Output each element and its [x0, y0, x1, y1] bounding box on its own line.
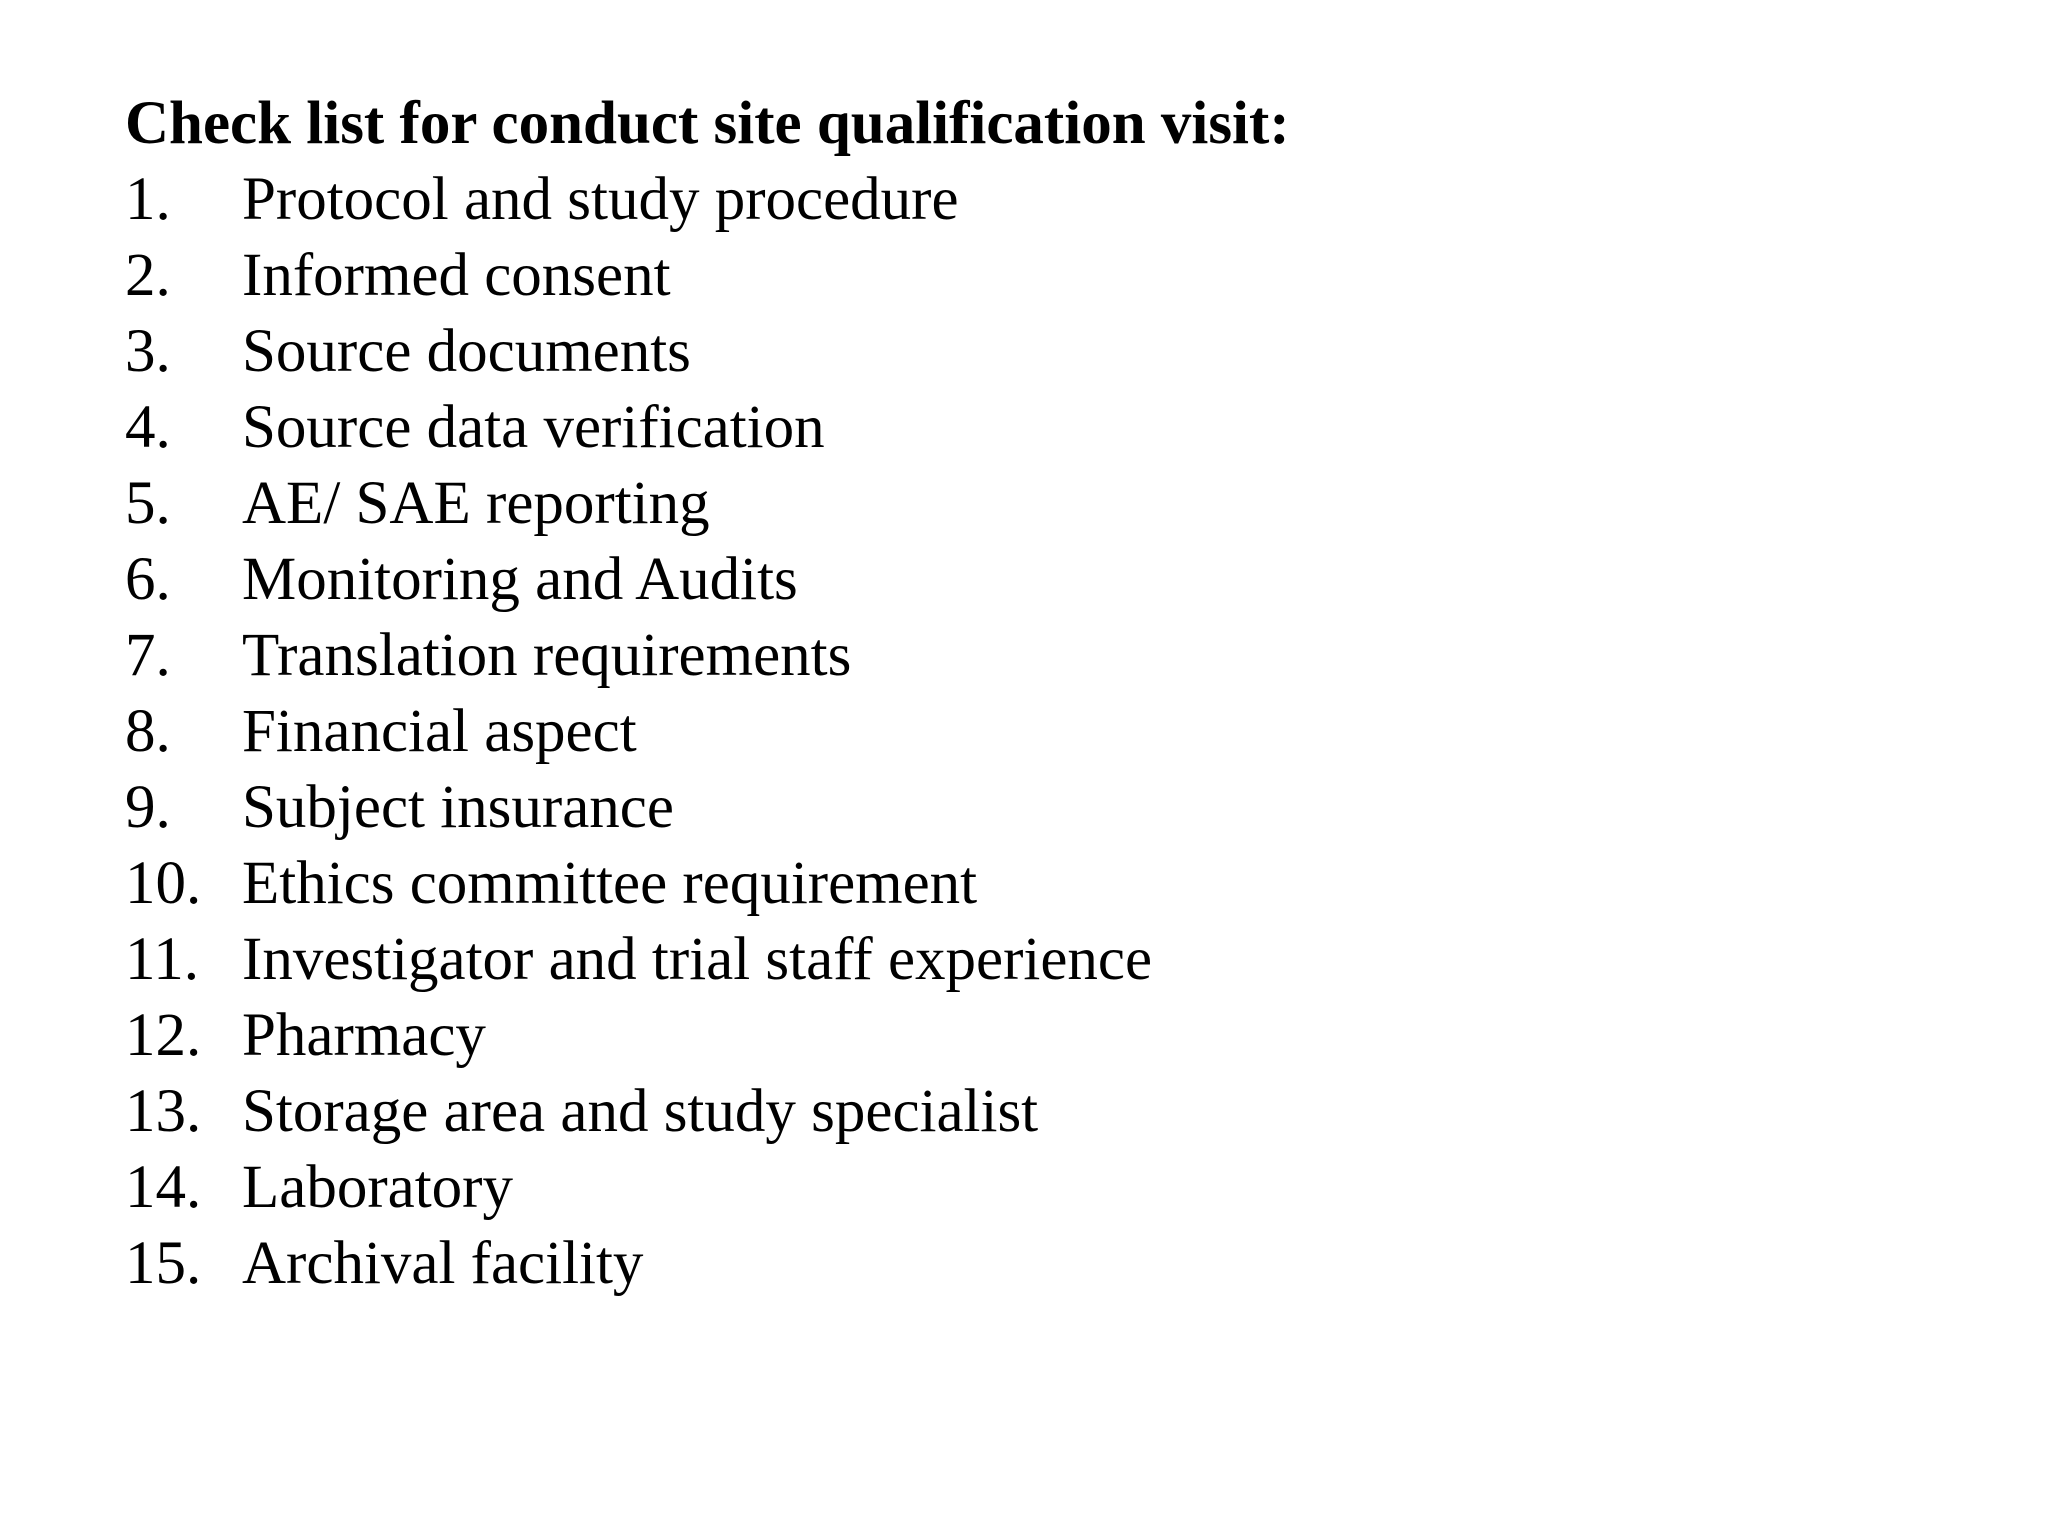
list-item-number: 4. [125, 394, 171, 461]
list-item-number: 1. [125, 166, 171, 233]
checklist [125, 162, 1152, 1302]
list-item-text: Laboratory [242, 1154, 513, 1221]
list-item [125, 846, 1152, 922]
list-item-number: 11. [125, 926, 199, 993]
list-item [125, 238, 1152, 314]
list-item-text: Translation requirements [242, 622, 852, 689]
list-item-text: Source data verification [242, 394, 825, 461]
list-item-text: Protocol and study procedure [242, 166, 959, 233]
list-item-number: 3. [125, 318, 171, 385]
list-item-text: Monitoring and Audits [242, 546, 798, 613]
list-item [125, 162, 1152, 238]
list-item [125, 1150, 1152, 1226]
list-item [125, 998, 1152, 1074]
list-item [125, 1074, 1152, 1150]
list-item-text: Informed consent [242, 242, 671, 309]
list-item-number: 14. [125, 1154, 202, 1221]
list-item-number: 10. [125, 850, 202, 917]
list-item-text: Pharmacy [242, 1002, 486, 1069]
list-item-number: 12. [125, 1002, 202, 1069]
list-item [125, 314, 1152, 390]
list-item [125, 922, 1152, 998]
list-item-text: Source documents [242, 318, 691, 385]
page-title: Check list for conduct site qualification visit: [125, 90, 1290, 157]
list-item-number: 15. [125, 1230, 202, 1297]
list-item [125, 390, 1152, 466]
list-item-number: 6. [125, 546, 171, 613]
list-item-text: Investigator and trial staff experience [242, 926, 1153, 993]
list-item-number: 2. [125, 242, 171, 309]
list-item [125, 1226, 1152, 1302]
list-item [125, 466, 1152, 542]
list-item [125, 618, 1152, 694]
list-item [125, 694, 1152, 770]
list-item-number: 13. [125, 1078, 202, 1145]
list-item-text: Financial aspect [242, 698, 637, 765]
list-item-number: 7. [125, 622, 171, 689]
list-item-text: Storage area and study specialist [242, 1078, 1039, 1145]
list-item-text: Archival facility [242, 1230, 644, 1297]
list-item [125, 542, 1152, 618]
list-item-number: 9. [125, 774, 171, 841]
list-item-text: Ethics committee requirement [242, 850, 978, 917]
list-item-number: 5. [125, 470, 171, 537]
list-item-text: AE/ SAE reporting [242, 470, 710, 537]
list-item-number: 8. [125, 698, 171, 765]
list-item [125, 770, 1152, 846]
list-item-text: Subject insurance [242, 774, 674, 841]
